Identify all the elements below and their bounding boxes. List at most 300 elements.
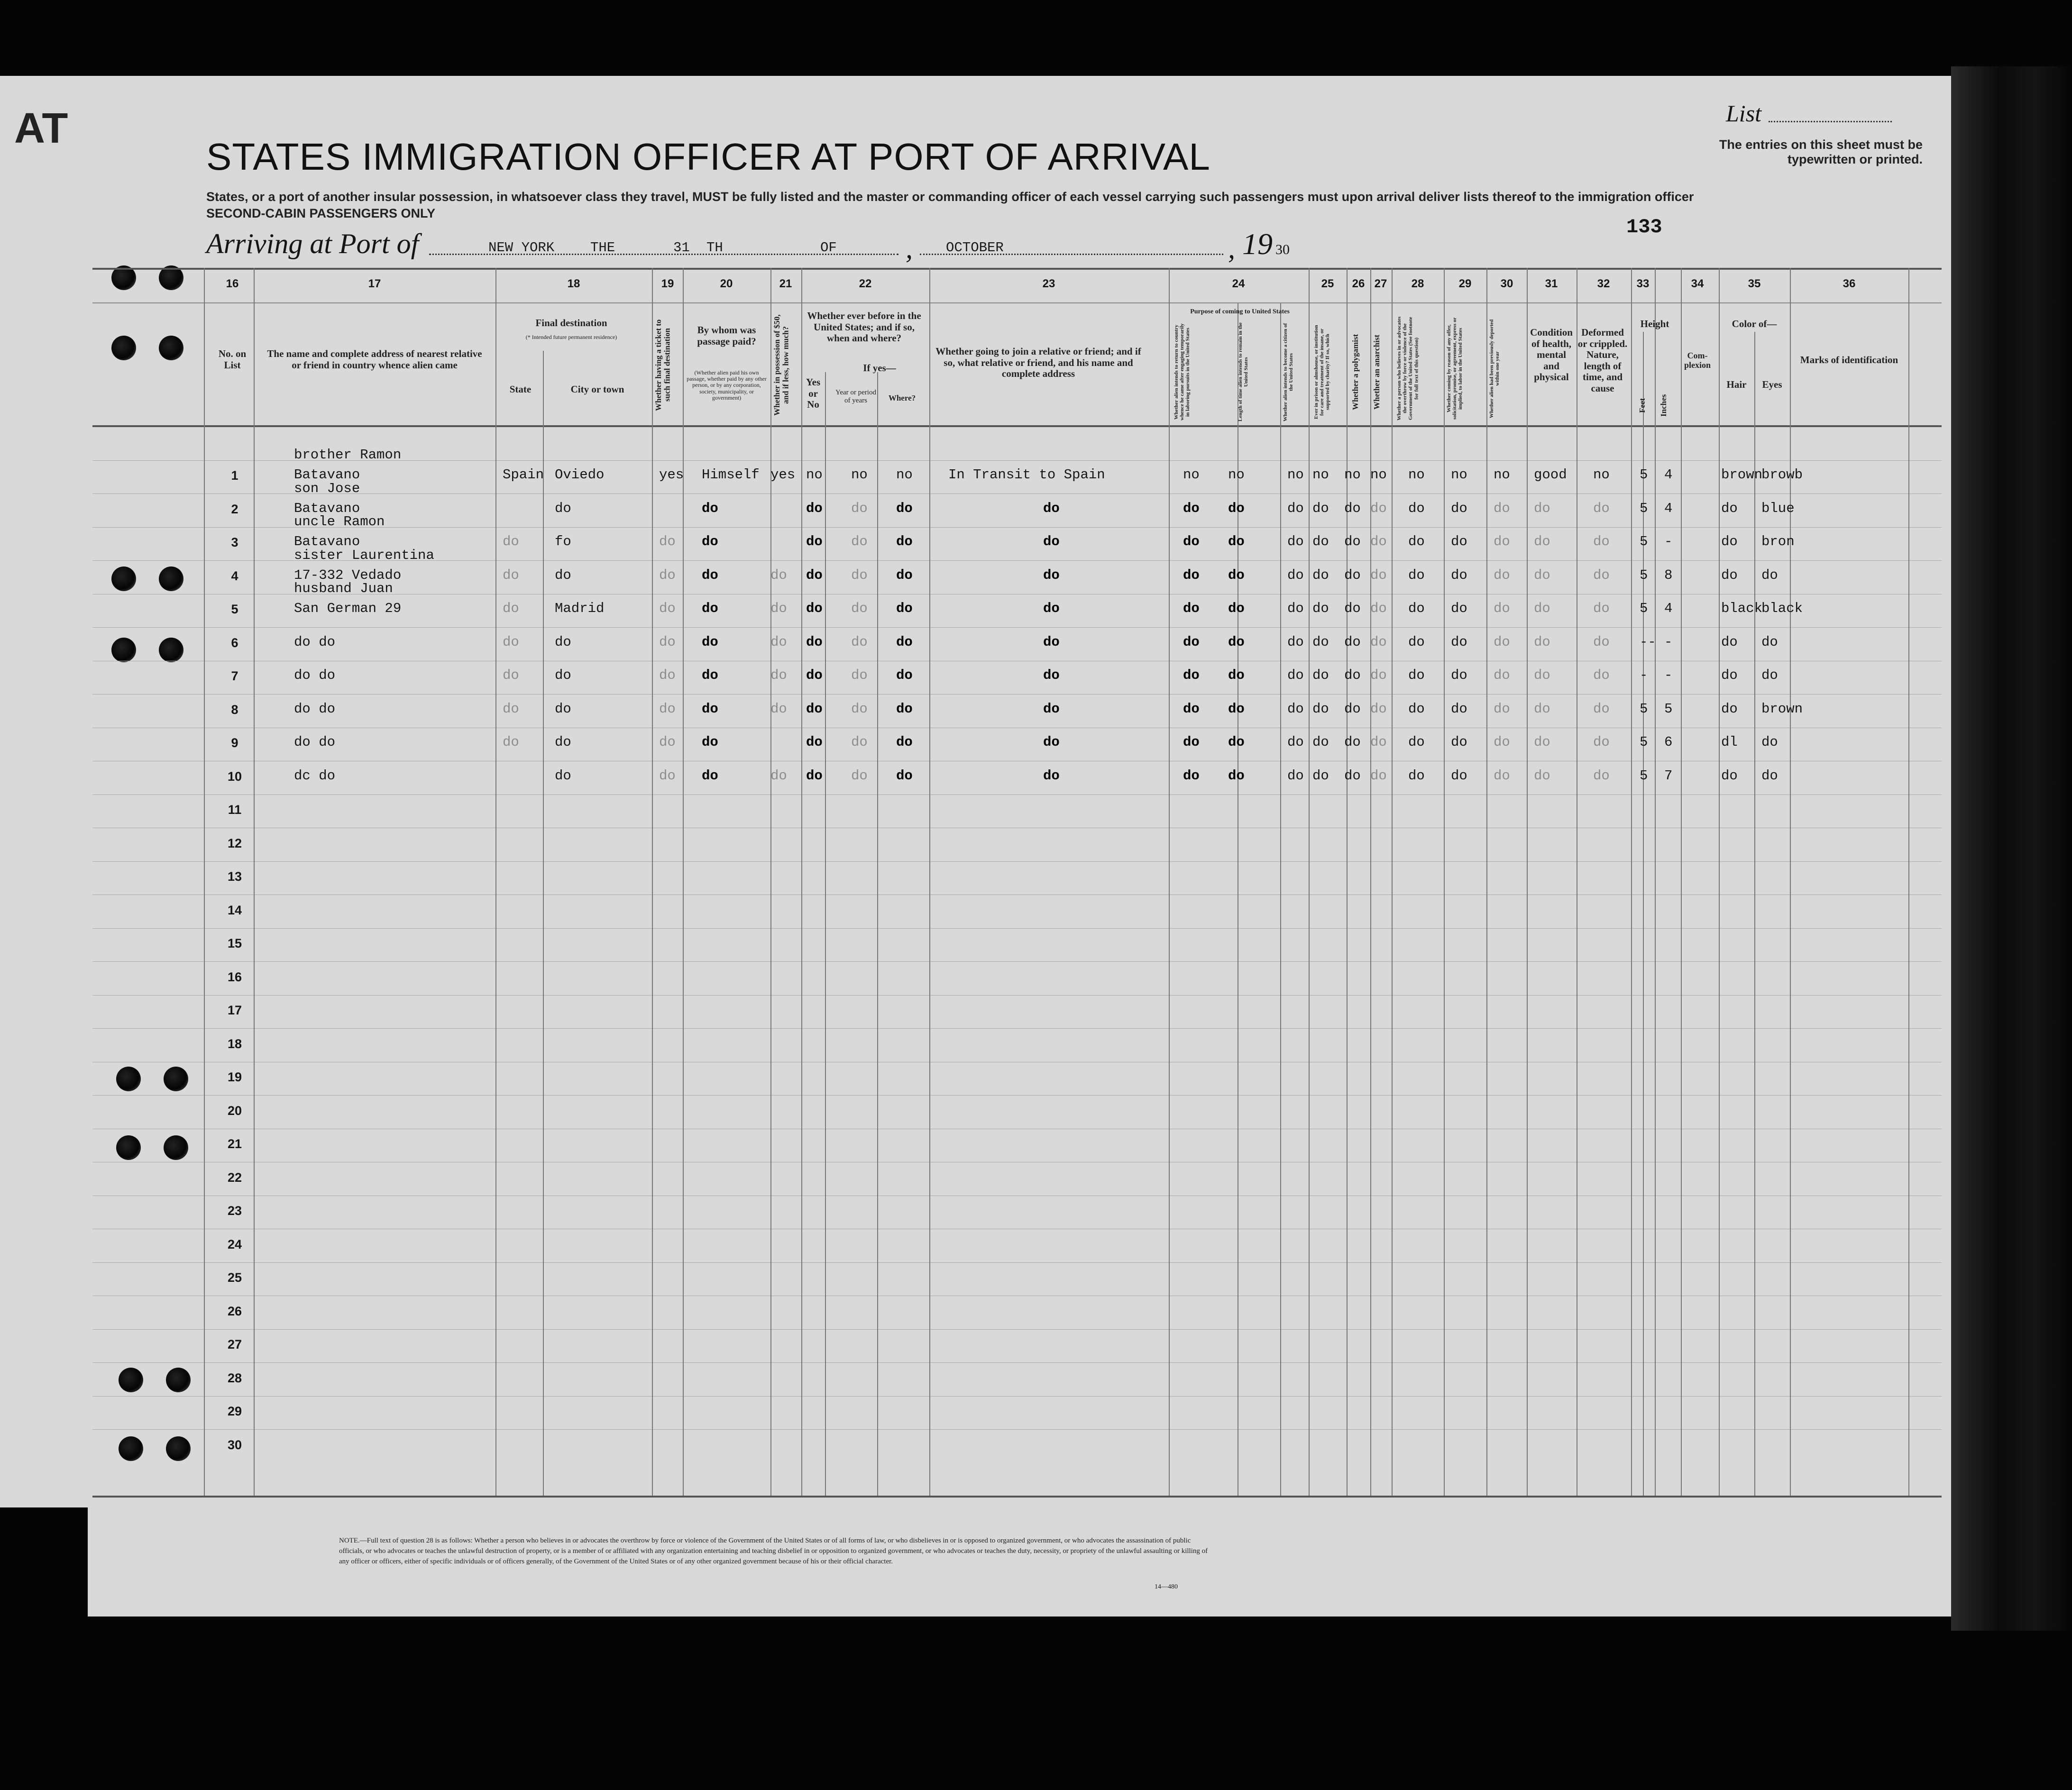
comma-separator: , [1228,233,1235,264]
hair-color: dl [1721,734,1738,750]
health-condition: do [1534,501,1550,516]
relative-address: do do [294,734,336,750]
deformed-status: do [1593,501,1610,516]
column-rule [652,268,653,1496]
relative-address: do do [294,634,336,650]
ever-before-us: do [806,501,823,516]
purpose-return: do [1183,501,1200,516]
table-top-border [92,268,1942,270]
punch-hole [111,638,136,662]
anarchist-status: do [1370,501,1387,516]
height-feet: 5 [1640,567,1648,583]
eye-color: brown [1761,701,1803,717]
eye-color: blue [1761,501,1795,516]
column-rule [1309,268,1310,1496]
polygamist-status: do [1344,567,1361,583]
row-number: 13 [227,869,242,884]
sub-column-rule [1280,303,1281,1496]
column-rule [929,268,930,1496]
row-rule [92,493,1942,494]
anarchist-status: do [1370,601,1387,616]
question-28-answer: do [1408,501,1425,516]
period-of-years: do [851,734,868,750]
passage-paid-by: do [702,667,718,683]
question-30-answer: do [1494,567,1510,583]
height-inches: - [1664,534,1673,549]
destination-city: do [555,768,571,784]
destination-state: do [503,634,519,650]
relative-address: do do [294,667,336,683]
deformed-status: do [1593,634,1610,650]
header-nearest-relative: The name and complete address of nearest relative or friend in country whence alien came [267,348,482,371]
ticket-status: yes [659,467,684,483]
row-number: 8 [231,703,238,717]
right-scan-shadow [1951,66,2072,1631]
punch-hole [159,336,183,360]
health-condition: do [1534,534,1550,549]
header-no-on-list: No. on List [218,348,247,371]
hair-color: do [1721,567,1738,583]
purpose-citizen: do [1287,734,1304,750]
row-number: 14 [227,903,242,917]
passage-paid-by: do [702,601,718,616]
comma-separator: , [906,233,913,264]
header-yes-or-no: Yes or No [806,376,821,411]
ticket-status: do [659,701,676,717]
row-rule [92,1028,1942,1029]
header-question-28: Whether a person who believes in or advocates the overthrow by force or violence of the Government of the United States (See footnote for full text of this question) [1396,316,1420,421]
joining-relative: do [1043,634,1060,650]
column-rule [801,268,802,1496]
destination-city: do [555,667,571,683]
question-29-answer: do [1451,667,1467,683]
header-eyes: Eyes [1762,379,1782,390]
purpose-length: do [1228,634,1245,650]
relative-address: dc do [294,768,336,784]
header-anarchist: Whether an anarchist [1372,334,1381,410]
question-29-answer: do [1451,768,1467,784]
eye-color: browb [1761,467,1803,483]
purpose-return: do [1183,667,1200,683]
prison-status: do [1312,667,1329,683]
where-before: do [896,534,913,549]
column-rule [1790,268,1791,1496]
eye-color: bron [1761,534,1795,549]
column-rule [1908,268,1909,1496]
header-joining-relative: Whether going to join a relative or friend; and if so, what relative or friend, and his name and complete address [935,346,1141,380]
purpose-return: no [1183,467,1200,483]
hair-color: do [1721,634,1738,650]
row-number: 2 [231,502,238,516]
prison-status: do [1312,601,1329,616]
column-number: 35 [1748,277,1761,290]
ever-before-us: do [806,667,823,683]
relative-name: husband Juan [294,581,393,596]
health-condition: do [1534,634,1550,650]
punch-hole [116,1135,141,1160]
form-title: STATES IMMIGRATION OFFICER AT PORT OF ARRIVAL [206,136,1210,178]
column-number-rule [92,302,1942,303]
header-state: State [509,384,532,395]
purpose-citizen: do [1287,667,1304,683]
destination-state: do [503,667,519,683]
deformed-status: do [1593,667,1610,683]
hair-color: do [1721,701,1738,717]
hair-color: brown [1721,467,1763,483]
sub-column-rule [1754,332,1755,1496]
polygamist-status: do [1344,601,1361,616]
deformed-status: do [1593,701,1610,717]
header-passage-paid: By whom was passage paid? [697,324,756,347]
column-number: 16 [226,277,239,290]
destination-state: do [503,601,519,616]
height-inches: 7 [1664,768,1673,784]
purpose-citizen: do [1287,634,1304,650]
anarchist-status: do [1370,534,1387,549]
purpose-citizen: do [1287,701,1304,717]
arriving-label: Arriving at Port of [206,228,419,259]
fifty-dollars-status: do [770,601,787,616]
row-rule [92,1329,1942,1330]
column-rule [770,268,771,1496]
purpose-length: no [1228,467,1245,483]
polygamist-status: do [1344,667,1361,683]
height-inches: 4 [1664,601,1673,616]
column-rule [1347,268,1348,1496]
ever-before-us: do [806,768,823,784]
purpose-citizen: do [1287,534,1304,549]
health-condition: good [1534,467,1567,483]
header-question-29: Whether coming by reason of any offer, solicitation, promise, or agreement, express or implied, to labor in the United States [1446,317,1464,420]
row-number: 25 [227,1270,242,1285]
period-of-years: do [851,768,868,784]
joining-relative: do [1043,534,1060,549]
column-rule [1719,268,1720,1496]
height-feet: 5 [1640,768,1648,784]
ever-before-us: do [806,634,823,650]
height-feet: 5 [1640,534,1648,549]
purpose-length: do [1228,567,1245,583]
header-purpose-1: Whether alien intends to return to country whence he came after engaging temporarily in laboring pursuits in the United States [1174,323,1191,421]
sub-column-rule [543,351,544,1496]
header-where: Where? [888,393,916,402]
column-number: 27 [1374,277,1387,290]
destination-city: do [555,701,571,717]
joining-relative: do [1043,567,1060,583]
column-rule [1370,268,1371,1496]
height-feet: 5 [1640,601,1648,616]
period-of-years: no [851,467,868,483]
purpose-citizen: do [1287,768,1304,784]
height-inches: 5 [1664,701,1673,717]
joining-relative: do [1043,734,1060,750]
list-label: List [1726,100,1762,127]
joining-relative: do [1043,768,1060,784]
question-28-answer: do [1408,534,1425,549]
question-30-answer: no [1494,467,1510,483]
polygamist-status: do [1344,768,1361,784]
row-number: 5 [231,602,238,616]
passage-paid-by: do [702,701,718,717]
column-rule [1527,268,1528,1496]
question-28-answer: no [1408,467,1425,483]
height-feet: 5 [1640,701,1648,717]
question-30-answer: do [1494,768,1510,784]
row-number: 1 [231,468,238,483]
purpose-return: do [1183,634,1200,650]
fifty-dollars-status: do [770,567,787,583]
question-29-answer: do [1451,567,1467,583]
column-number: 30 [1500,277,1513,290]
row-number: 28 [227,1371,242,1385]
polygamist-status: do [1344,501,1361,516]
relative-name: sister Laurentina [294,548,434,563]
column-number: 34 [1691,277,1704,290]
row-number: 18 [227,1037,242,1051]
footnote: NOTE.—Full text of question 28 is as follows: Whether a person who believes in or advocates the overthrow by force or violence of the Government of the United States or of all forms of law, or who disbelieves in or is opposed to organized government, or who advocates the assassination of public officials, or who advocates or teaches the unlawful destruction of property, or is a member of or affiliated with any organization entertaining and teaching disbelief in or opposition to organized government, or who advocates or teaches the duty, necessity, or propriety of the unlawful assaulting or killing of any officer or officers, either of specific individuals or of officers generally, of the Government of the United States or of any other organized government because of his or their official character. [339,1537,1208,1565]
row-number: 6 [231,636,238,650]
period-of-years: do [851,634,868,650]
column-rule [204,268,205,1496]
row-number: 11 [228,803,242,817]
height-feet: 5 [1640,734,1648,750]
row-number: 3 [231,535,238,549]
polygamist-status: no [1344,467,1361,483]
row-number: 12 [227,836,242,850]
header-prison: Ever in prison or almshouse, or institution for care and treatment of the insane, or supported by charity? If so, which [1313,325,1331,420]
anarchist-status: do [1370,734,1387,750]
column-number: 29 [1458,277,1472,290]
question-29-answer: do [1451,701,1467,717]
row-number: 30 [227,1438,242,1452]
column-rule [683,268,684,1496]
ticket-status: do [659,601,676,616]
height-feet: 5 [1640,467,1648,483]
prison-status: do [1312,634,1329,650]
joining-relative: do [1043,601,1060,616]
ticket-status: do [659,667,676,683]
row-rule [92,1095,1942,1096]
manifest-sheet [88,76,1951,1616]
sub-column-rule [825,372,826,1496]
anarchist-status: do [1370,634,1387,650]
prison-status: do [1312,501,1329,516]
where-before: do [896,701,913,717]
where-before: do [896,634,913,650]
row-number: 17 [227,1003,242,1017]
eye-color: do [1761,634,1778,650]
period-of-years: do [851,567,868,583]
ever-before-us: do [806,567,823,583]
deformed-status: do [1593,601,1610,616]
where-before: do [896,768,913,784]
punch-hole [111,566,136,591]
destination-city: do [555,634,571,650]
destination-state: do [503,734,519,750]
anarchist-status: do [1370,701,1387,717]
header-ever-before: Whether ever before in the United States; and if so, when and where? [807,310,921,344]
passage-paid-by: do [702,768,718,784]
header-polygamist: Whether a polygamist [1351,334,1360,411]
purpose-length: do [1228,501,1245,516]
row-rule [92,961,1942,962]
relative-address: do do [294,701,336,717]
arrival-day: 31 [673,240,690,256]
question-30-answer: do [1494,634,1510,650]
row-rule [92,1262,1942,1263]
purpose-length: do [1228,768,1245,784]
ticket-status: do [659,634,676,650]
passage-paid-by: Himself [702,467,760,483]
deformed-status: no [1593,467,1610,483]
arrival-month: OCTOBER [946,240,1004,256]
passage-paid-by: do [702,567,718,583]
relative-name: son Jose [294,481,360,496]
deformed-status: do [1593,734,1610,750]
header-ticket: Whether having a ticket to such final destination [654,319,672,411]
row-number: 22 [227,1170,242,1185]
height-feet: - [1640,667,1648,683]
height-inches: - [1664,634,1673,650]
height-inches: - [1664,667,1673,683]
table-bottom-border [92,1496,1942,1498]
fifty-dollars-status: yes [770,467,796,483]
destination-state: do [503,701,519,717]
header-marks: Marks of identification [1800,354,1898,365]
row-number: 26 [227,1304,242,1318]
question-30-answer: do [1494,601,1510,616]
height-inches: 8 [1664,567,1673,583]
column-number: 21 [779,277,792,290]
passage-paid-by: do [702,501,718,516]
eye-color: do [1761,768,1778,784]
column-number: 23 [1042,277,1055,290]
column-number: 26 [1352,277,1365,290]
row-number: 15 [227,936,242,950]
row-rule [92,627,1942,628]
question-30-answer: do [1494,701,1510,717]
row-rule [92,1362,1942,1363]
question-30-answer: do [1494,534,1510,549]
purpose-length: do [1228,701,1245,717]
question-29-answer: do [1451,734,1467,750]
ever-before-us: do [806,601,823,616]
joining-relative: In Transit to Spain [948,467,1105,483]
prison-status: no [1312,467,1329,483]
passage-paid-by: do [702,534,718,549]
question-28-answer: do [1408,768,1425,784]
column-rule [1392,268,1393,1496]
destination-state: do [503,567,519,583]
passage-paid-by: do [702,734,718,750]
header-color-of: Color of— [1732,318,1777,329]
purpose-citizen: no [1287,467,1304,483]
height-inches: 4 [1664,467,1673,483]
row-number: 16 [227,970,242,984]
header-height: Height [1640,318,1669,329]
question-28-answer: do [1408,601,1425,616]
ticket-status: do [659,567,676,583]
question-28-answer: do [1408,567,1425,583]
passage-paid-by: do [702,634,718,650]
arrival-the: THE [590,240,615,256]
punch-hole [166,1368,191,1392]
destination-city: fo [555,534,571,549]
purpose-citizen: do [1287,601,1304,616]
where-before: no [896,467,913,483]
purpose-citizen: do [1287,501,1304,516]
polygamist-status: do [1344,734,1361,750]
punch-hole [119,1368,143,1392]
column-number: 24 [1232,277,1245,290]
row-number: 24 [227,1237,242,1251]
row-rule [92,1429,1942,1430]
row-number: 4 [231,569,238,583]
punch-hole [119,1436,143,1461]
anarchist-status: no [1370,467,1387,483]
question-28-answer: do [1408,667,1425,683]
prison-status: do [1312,734,1329,750]
header-city: City or town [570,384,624,395]
purpose-return: do [1183,734,1200,750]
punch-hole [166,1436,191,1461]
joining-relative: do [1043,501,1060,516]
health-condition: do [1534,734,1550,750]
where-before: do [896,734,913,750]
relative-name: uncle Ramon [294,514,385,530]
question-29-answer: do [1451,601,1467,616]
row-number: 29 [227,1404,242,1418]
row-rule [92,861,1942,862]
where-before: do [896,501,913,516]
prison-status: do [1312,768,1329,784]
purpose-length: do [1228,601,1245,616]
eye-color: do [1761,567,1778,583]
column-rule [1631,268,1632,1496]
header-deformed: Deformed or crippled. Nature, length of time, and cause [1577,327,1628,394]
relative-address: Batavano [294,467,360,483]
ticket-status: do [659,734,676,750]
arrival-year-prefix: 19 [1242,227,1273,261]
health-condition: do [1534,701,1550,717]
punch-hole [111,336,136,360]
adjacent-page-fragment: AT [14,105,68,152]
column-rule [1655,268,1656,1496]
ever-before-us: no [806,467,823,483]
fifty-dollars-status: do [770,634,787,650]
header-feet: Feet [1638,398,1647,413]
hair-color: do [1721,501,1738,516]
where-before: do [896,567,913,583]
adjacent-page-edge [0,76,88,1507]
row-number: 20 [227,1104,242,1118]
eye-color: do [1761,734,1778,750]
purpose-citizen: do [1287,567,1304,583]
header-inches: Inches [1659,394,1668,417]
destination-city: Oviedo [555,467,605,483]
anarchist-status: do [1370,768,1387,784]
question-29-answer: do [1451,634,1467,650]
column-number: 36 [1843,277,1856,290]
destination-city: do [555,734,571,750]
punch-hole [159,638,183,662]
header-complexion: Com-plexion [1684,351,1711,370]
joining-relative: do [1043,667,1060,683]
header-year-period: Year or period of years [835,389,876,404]
row-number: 7 [231,669,238,683]
column-rule [1169,268,1170,1496]
purpose-return: do [1183,701,1200,717]
